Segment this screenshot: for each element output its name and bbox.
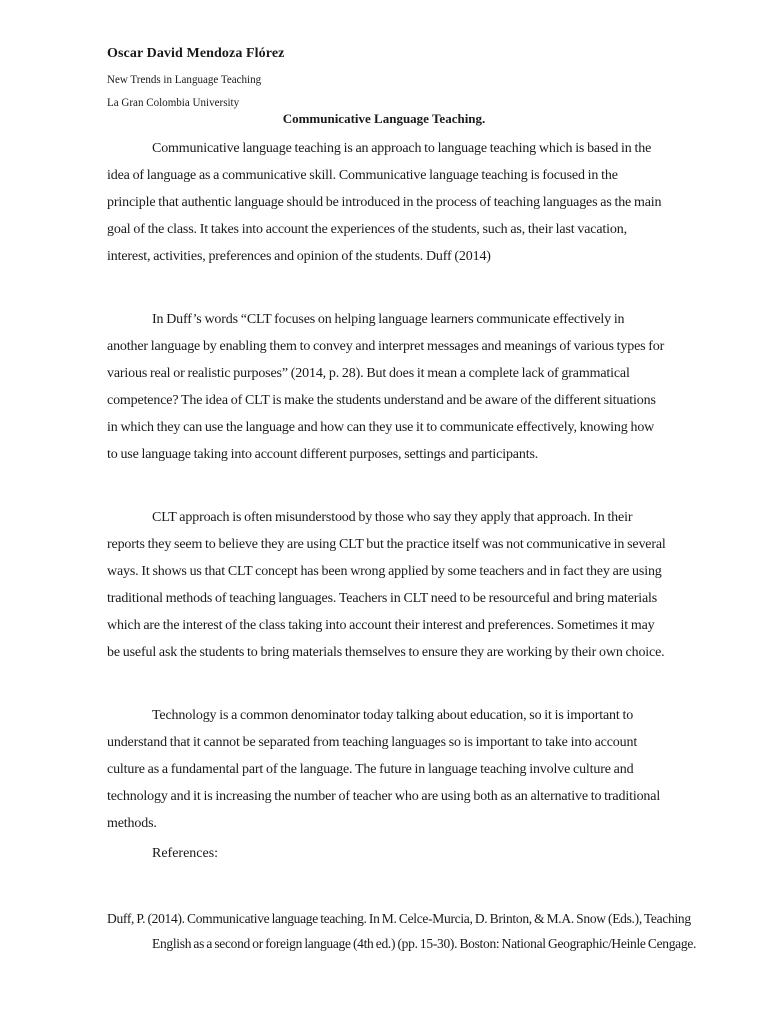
body-paragraph: Technology is a common denominator today talking about education, so it is important to understand that it cannot be separated from teaching languages so is important to take into account culture as a fundamental part of the language. The future in language teaching involve culture and technology and it is increasing the number of teacher who are using both as an alternative to traditional methods.	[107, 708, 661, 831]
course-name: New Trends in Language Teaching	[107, 72, 262, 86]
reference-entry: Duff, P. (2014). Communicative language teaching. In M. Celce-Murcia, D. Brinton, & M.A. Snow (Eds.), Teaching English as a second or foreign language (4th ed.) (pp. 15-30). Boston: National Geographic/Heinle Cengage.	[107, 911, 697, 951]
author-name: Oscar David Mendoza Flórez	[107, 46, 285, 61]
body-paragraph: CLT approach is often misunderstood by those who say they apply that approach. In their reports they seem to believe they are using CLT but the practice itself was not communicative in several ways. It shows us that CLT concept has been wrong applied by some teachers and in fact they are using traditional methods of teaching languages. Teachers in CLT need to be resourceful and bring materials which are the interest of the class taking into account their interest and preferences. Sometimes it may be useful ask the students to bring materials themselves to ensure they are working by their own choice.	[107, 510, 666, 660]
document-title: Communicative Language Teaching.	[282, 111, 486, 126]
body-paragraph: In Duff’s words “CLT focuses on helping language learners communicate effectively in another language by enabling them to convey and interpret messages and meanings of various types for various real or realistic purposes” (2014, p. 28). But does it mean a complete lack of grammatical competence? The idea of CLT is make the students understand and be aware of the different situations in which they can use the language and how can they use it to communicate effectively, knowing how to use language taking into account different purposes, settings and participants.	[107, 312, 665, 462]
body-paragraph: Communicative language teaching is an approach to language teaching which is based in the idea of language as a communicative skill. Communicative language teaching is focused in the principle that authentic language should be introduced in the process of teaching languages as the main goal of the class. It takes into account the experiences of the students, such as, their last vacation, interest, activities, preferences and opinion of the students. Duff (2014)	[107, 141, 662, 264]
references-heading: References:	[152, 846, 219, 861]
university-name: La Gran Colombia University	[107, 95, 240, 109]
